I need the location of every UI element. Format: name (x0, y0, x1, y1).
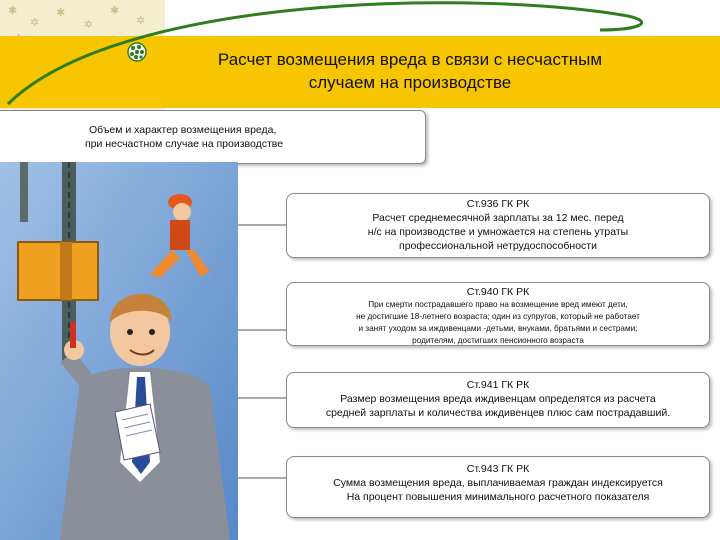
article-940-box (286, 282, 710, 346)
article-936-heading: Ст.936 ГК РК (466, 198, 530, 210)
title-line-1: Расчет возмещения вреда в связи с несчастным (217, 50, 603, 69)
article-936-line-3: профессиональной нетрудоспособности (399, 240, 597, 252)
article-940-line-2: не достигшие 18-летнего возраста; один из супругов, который не работает (356, 312, 640, 321)
article-941-box (286, 372, 710, 428)
article-936-line-2: н/с на производстве и умножается на степень утраты (367, 226, 629, 238)
corner-pattern: ✱ ✲ ✱ ✲ ✱ ✲ (0, 0, 165, 112)
article-943-heading: Ст.943 ГК РК (466, 463, 530, 475)
article-940-line-4: родителям, достигших пенсионного возраста (412, 336, 584, 345)
article-943-box (286, 456, 710, 518)
title-line-2: случаем на производстве (308, 73, 512, 92)
article-940-heading: Ст.940 ГК РК (466, 286, 530, 298)
article-941-line-1: Размер возмещения вреда иждивенцам определятся из расчета (340, 393, 656, 405)
article-940-line-1: При смерти пострадавшего право на возмещение вред имеют дети, (368, 300, 628, 309)
article-941-line-2: средней зарплаты и количества иждивенцев плюс сам пострадавший. (325, 407, 671, 419)
article-940-line-3: и занят уходом за иждивенцами -детьми, внуками, братьями и сестрами; (358, 324, 638, 333)
scope-line-2: при несчастном случае на производстве (85, 138, 284, 150)
article-941-heading: Ст.941 ГК РК (466, 379, 530, 391)
article-936-line-1: Расчет среднемесячной зарплаты за 12 мес. перед (372, 212, 624, 224)
article-936-box (286, 193, 710, 258)
article-943-line-1: Сумма возмещения вреда, выплачиваемая граждан индексируется (333, 477, 663, 489)
scope-line-1: Объем и характер возмещения вреда, (89, 124, 277, 136)
article-943-line-2: На процент повышения минимального расчетного показателя (346, 491, 650, 503)
